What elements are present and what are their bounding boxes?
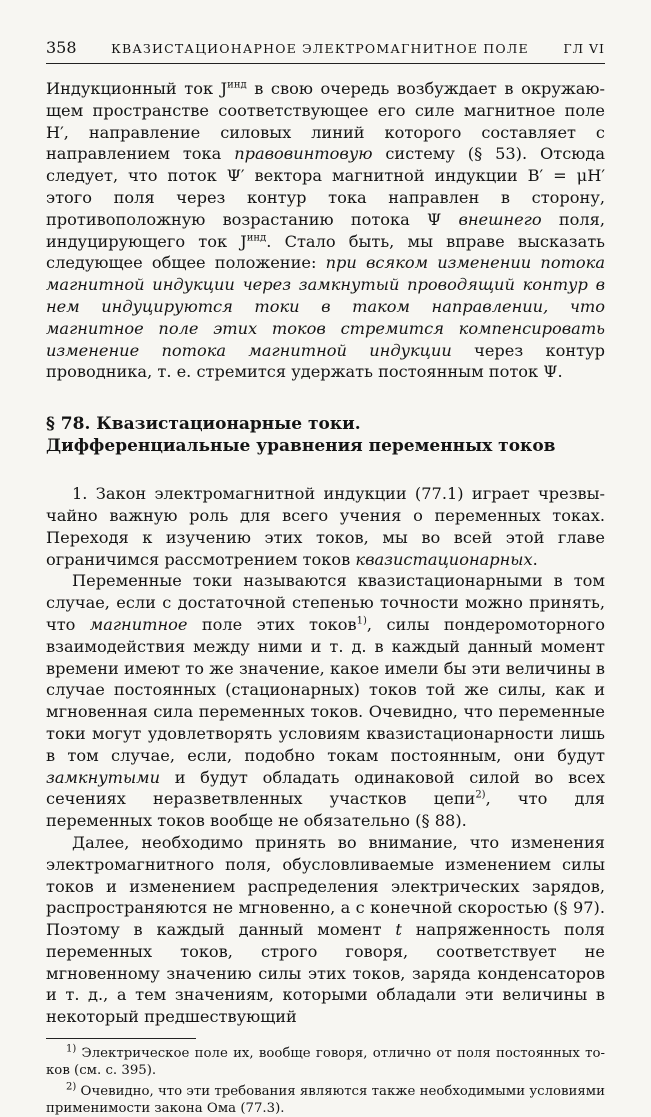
- footnote-divider: [46, 1038, 196, 1039]
- running-head: [46, 38, 605, 64]
- intro-paragraph: Индукционный ток $J^{инд}$ в свою очередь возбуждает в окружающем пространстве соответствующее его силе магнитное поле H′, направление силовых линий которого составляет с направлением тока правовинтовую систему (§ 53). Отсюда следует, что поток Ψ′ вектора магнитной индукции B′ = μH′ этого поля через контур тока направлен в сторону, противоположную возрастанию потока Ψ внешнего поля, индуцирующего ток $J^{инд}$. Стало быть, мы вправе высказать следующее общее положение: при всяком изменении потока магнитной индукции через замкнутый проводящий контур в нем индуцируются токи в таком направлении, что магнитное поле этих токов стремится компенсировать изменение потока магнитной индукции через контур проводника, т. е. стремится удержать постоянным поток Ψ.: [46, 79, 605, 382]
- footnote-1: $^{1)}$ Электрическое поле их, вообще говоря, отлично от поля постоянных токов (см. с. 395).: [46, 1043, 605, 1079]
- footnote-ref-1: 1): [356, 615, 367, 627]
- paragraph-1: 1. Закон электромагнитной индукции (77.1) играет чрезвычайно важную роль для всего учения о переменных токах. Переходя к изучению этих токов, мы во всей этой главе ограничимся рассмотрением токов квазистационарных.: [46, 484, 605, 569]
- page-number: 358: [46, 38, 77, 57]
- paragraph-3: Далее, необходимо принять во внимание, что изменения электромагнитного поля, обусловливаемые изменением силы токов и изменением распределения электрических зарядов, распространяются не мгновенно, а с конечной скоростью (§ 97). Поэтому в каждый данный момент t напряженность поля переменных токов, строго говоря, соответствует не мгновенному значению силы этих токов, заряда конденсаторов и т. д., а тем значениям, которыми обладали эти величины в некоторый предшествующий: [46, 832, 605, 1027]
- section-title-line-2: Дифференциальные уравнения переменных токов: [46, 436, 556, 457]
- section-title-line-1: § 78. Квазистационарные токи.: [46, 414, 361, 435]
- footnote-2: $^{2)}$ Очевидно, что эти требования являются также необходимыми условиями применимости закона Ома (77.3).: [46, 1081, 605, 1117]
- chapter-label: ГЛ VI: [563, 41, 605, 56]
- section-heading: [46, 413, 605, 457]
- paragraph-2: Переменные токи называются квазистационарными в том случае, если с достаточной степенью точности можно принять, что магнитное поле этих токов$^{1)}$, силы пондеромоторного взаимодействия между ними и т. д. в каждый данный момент времени имеют то же значение, какое имели бы эти величины в случае постоянных (стационарных) токов той же силы, как и мгновенная сила переменных токов. Очевидно, что переменные токи могут удовлетворять условиям квазистационарности лишь в том случае, если, подобно токам постоянным, они будут замкнутыми и будут обладать одинаковой силой во всех сечениях неразветвленных участков цепи$^{2)}$, что для переменных токов вообще не обязательно (§ 88).: [46, 571, 605, 831]
- footnote-ref-2: 2): [475, 789, 486, 801]
- running-title: КВАЗИСТАЦИОНАРНОЕ ЭЛЕКТРОМАГНИТНОЕ ПОЛЕ: [111, 41, 529, 56]
